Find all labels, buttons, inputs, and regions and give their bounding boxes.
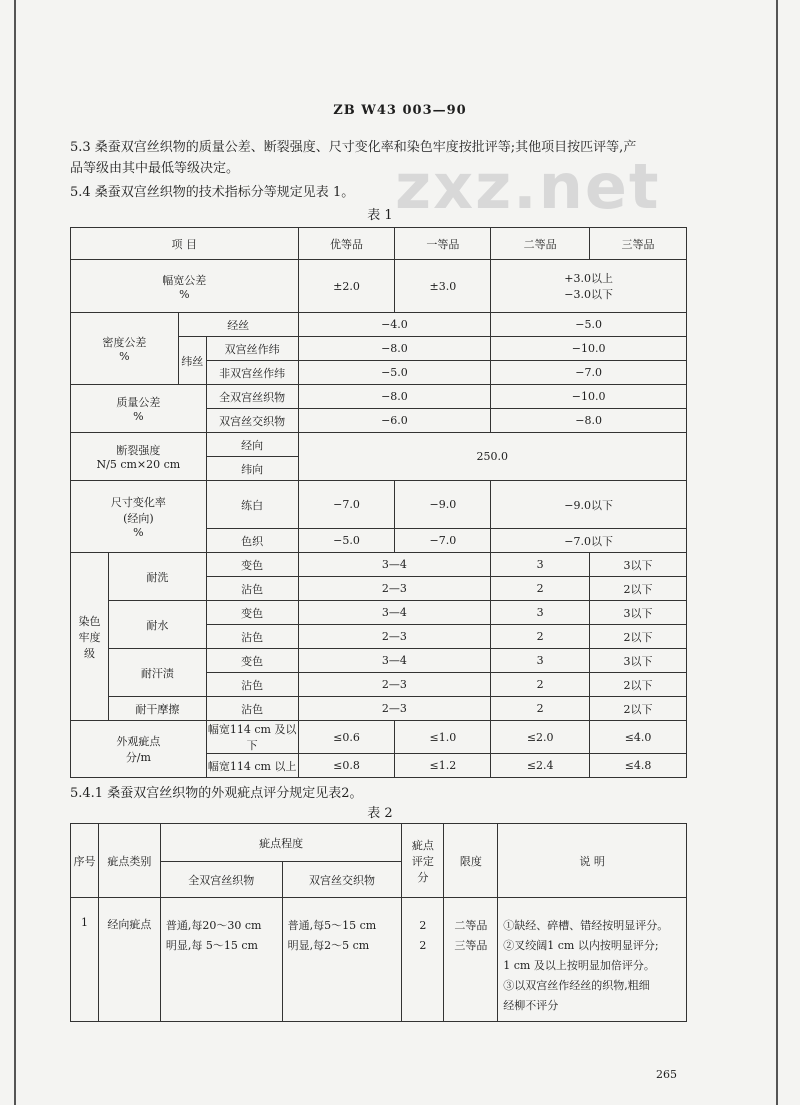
cell: 耐水: [108, 601, 206, 649]
cell: ①缺经、碎槽、错经按明显评分。 ②叉绞阔1 cm 以内按明显评分; 1 cm 及以上按明显加倍评分。 ③以双宫丝作经丝的织物,粗细 经柳不评分: [498, 898, 687, 1022]
header-full-doupion: 全双宫丝织物: [160, 862, 282, 898]
cell: +3.0以上 −3.0以下: [491, 260, 687, 313]
cell: 250.0: [298, 433, 686, 481]
cell: 3: [491, 601, 590, 625]
cell: 二等品 三等品: [444, 898, 498, 1022]
page-number: 265: [656, 1068, 677, 1081]
row-defect-label: 外观疵点 分/m: [71, 721, 207, 778]
cell: −8.0: [298, 385, 491, 409]
cell: ±3.0: [395, 260, 491, 313]
cell: 经丝: [178, 313, 298, 337]
header-mixed-doupion: 双宫丝交织物: [282, 862, 402, 898]
cell: ≤0.8: [298, 754, 395, 778]
header-note: 说 明: [498, 824, 687, 898]
cell: −10.0: [491, 337, 687, 361]
cell: 双宫丝作纬: [206, 337, 298, 361]
header-defect-type: 疵点类别: [98, 824, 160, 898]
cell: 2以下: [590, 697, 687, 721]
cell: 2—3: [298, 625, 491, 649]
cell: ≤4.8: [590, 754, 687, 778]
cell: 沾色: [206, 673, 298, 697]
cell: 2以下: [590, 625, 687, 649]
clause-5-3-line1: 5.3 桑蚕双宫丝织物的质量公差、断裂强度、尺寸变化率和染色牢度按批评等;其他项目按匹评等,产: [70, 140, 637, 155]
cell: −7.0: [298, 481, 395, 529]
cell: ≤2.0: [491, 721, 590, 754]
cell: 3以下: [590, 649, 687, 673]
cell: 3: [491, 649, 590, 673]
cell: 耐干摩擦: [108, 697, 206, 721]
cell: 3—4: [298, 601, 491, 625]
cell: −6.0: [298, 409, 491, 433]
cell: 双宫丝交织物: [206, 409, 298, 433]
cell: 变色: [206, 601, 298, 625]
cell: 2: [491, 577, 590, 601]
cell: 3以下: [590, 601, 687, 625]
cell: ≤1.0: [395, 721, 491, 754]
cell: −9.0: [395, 481, 491, 529]
cell: 沾色: [206, 625, 298, 649]
cell: −10.0: [491, 385, 687, 409]
cell: 非双宫丝作纬: [206, 361, 298, 385]
cell: 2—3: [298, 697, 491, 721]
cell: 2—3: [298, 673, 491, 697]
cell: 沾色: [206, 577, 298, 601]
cell: −7.0: [491, 361, 687, 385]
header-limit: 限度: [444, 824, 498, 898]
cell: −5.0: [491, 313, 687, 337]
cell: 3: [491, 553, 590, 577]
cell: ≤4.0: [590, 721, 687, 754]
header-defect-degree: 疵点程度: [160, 824, 402, 862]
cell: 普通,每5～15 cm 明显,每2～5 cm: [282, 898, 402, 1022]
cell: 全双宫丝织物: [206, 385, 298, 409]
header-grade-first: 一等品: [395, 228, 491, 260]
header-grade-premium: 优等品: [298, 228, 395, 260]
row-breaking-label: 断裂强度 N/5 cm×20 cm: [71, 433, 207, 481]
cell: 3以下: [590, 553, 687, 577]
scan-edge-left: [14, 0, 16, 1105]
cell: 2—3: [298, 577, 491, 601]
cell: 经向疵点: [98, 898, 160, 1022]
row-dimension-label: 尺寸变化率 (经向) %: [71, 481, 207, 553]
table-1: [70, 227, 687, 778]
cell: 2以下: [590, 577, 687, 601]
row-fastness-label: 染色 牢度 级: [71, 553, 109, 721]
cell: ±2.0: [298, 260, 395, 313]
cell: 2: [491, 625, 590, 649]
row-density-label: 密度公差 %: [71, 313, 179, 385]
cell: 幅宽114 cm 以上: [206, 754, 298, 778]
cell: ≤2.4: [491, 754, 590, 778]
scan-edge-right: [776, 0, 778, 1105]
cell: 普通,每20～30 cm 明显,每 5～15 cm: [160, 898, 282, 1022]
header-item: 项 目: [71, 228, 299, 260]
cell: 2: [491, 697, 590, 721]
cell: −4.0: [298, 313, 491, 337]
clause-5-4-1: 5.4.1 桑蚕双宫丝织物的外观疵点评分规定见表2。: [70, 786, 363, 801]
header-no: 序号: [71, 824, 99, 898]
cell: 纬丝: [178, 337, 206, 385]
cell: 3—4: [298, 553, 491, 577]
cell: ≤1.2: [395, 754, 491, 778]
cell: −9.0以下: [491, 481, 687, 529]
cell: 练白: [206, 481, 298, 529]
cell: −5.0: [298, 361, 491, 385]
cell: 2: [491, 673, 590, 697]
cell: 耐洗: [108, 553, 206, 601]
cell: 变色: [206, 553, 298, 577]
cell: 2以下: [590, 673, 687, 697]
table1-caption: 表 1: [367, 208, 393, 223]
cell: 1: [71, 898, 99, 1022]
table2-caption: 表 2: [367, 806, 393, 821]
header-grade-second: 二等品: [491, 228, 590, 260]
cell: 经向: [206, 433, 298, 457]
watermark: zxz.net: [395, 150, 661, 223]
row-mass-label: 质量公差 %: [71, 385, 207, 433]
clause-5-4: 5.4 桑蚕双宫丝织物的技术指标分等规定见表 1。: [70, 185, 355, 200]
document-code: ZB W43 003—90: [333, 103, 467, 118]
header-score: 疵点 评定 分: [402, 824, 444, 898]
cell: −7.0以下: [491, 529, 687, 553]
cell: −7.0: [395, 529, 491, 553]
table-2: [70, 823, 687, 1022]
cell: 耐汗渍: [108, 649, 206, 697]
cell: 2 2: [402, 898, 444, 1022]
cell: 纬向: [206, 457, 298, 481]
clause-5-3-line2: 品等级由其中最低等级决定。: [70, 161, 240, 176]
cell: 沾色: [206, 697, 298, 721]
cell: −5.0: [298, 529, 395, 553]
header-grade-third: 三等品: [590, 228, 687, 260]
cell: 3—4: [298, 649, 491, 673]
cell: 幅宽114 cm 及以下: [206, 721, 298, 754]
row-width-label: 幅宽公差 %: [71, 260, 299, 313]
cell: ≤0.6: [298, 721, 395, 754]
cell: 色织: [206, 529, 298, 553]
cell: −8.0: [298, 337, 491, 361]
cell: −8.0: [491, 409, 687, 433]
cell: 变色: [206, 649, 298, 673]
